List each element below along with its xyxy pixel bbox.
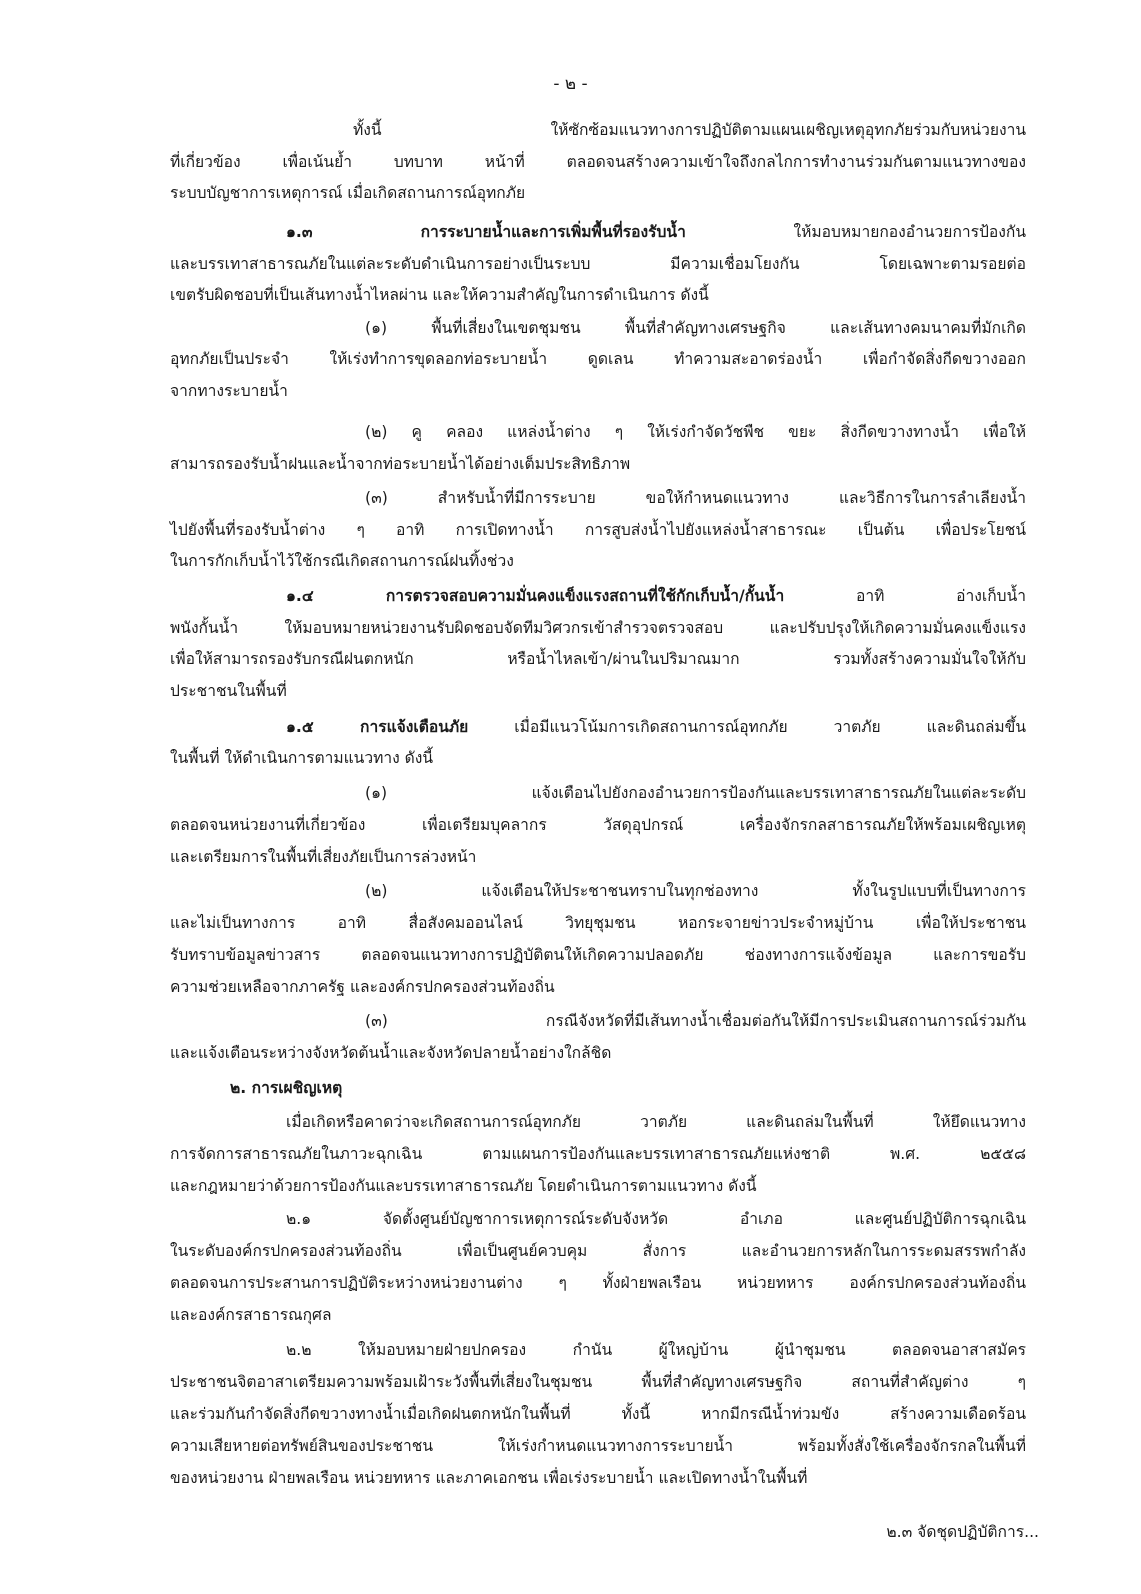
text-line [170, 679, 287, 703]
line-text: ตลอดจนหน่วยงานที่เกี่ยวข้อง เพื่อเตรียมบุคลากร วัสดุอุปกรณ์ เครื่องจักรกลสาธารณภัยให้พร้อมเผชิญเหตุ [170, 816, 1026, 834]
text-line [170, 845, 476, 869]
text-line [170, 975, 555, 999]
line-text: เมื่อเกิดหรือคาดว่าจะเกิดสถานการณ์อุทกภัย วาตภัย และดินถล่มในพื้นที่ ให้ยึดแนวทาง [286, 1113, 1026, 1131]
text-line [170, 1402, 1026, 1426]
line-text: เพื่อให้สามารถรองรับกรณีฝนตกหนัก หรือน้ำไหลเข้า/ผ่านในปริมาณมาก รวมทั้งสร้างความมั่นใจให้กับ [170, 650, 1026, 668]
line-text: (๒) แจ้งเตือนให้ประชาชนทราบในทุกช่องทาง ทั้งในรูปแบบที่เป็นทางการ [365, 882, 1026, 900]
text-line [365, 879, 1026, 903]
text-line [286, 1110, 1026, 1134]
line-text: (๓) สำหรับน้ำที่มีการระบาย ขอให้กำหนดแนวทาง และวิธีการในการลำเลียงน้ำ [365, 489, 1026, 507]
text-line [170, 616, 1026, 640]
text-line [230, 1076, 342, 1100]
line-text: และองค์กรสาธารณกุศล [170, 1306, 332, 1324]
line-text: อาทิ อ่างเก็บน้ำ [784, 587, 1026, 605]
line-text: ทั้งนี้ ให้ซักซ้อมแนวทางการปฏิบัติตามแผนเผชิญเหตุอุทกภัยร่วมกับหน่วยงาน [353, 121, 1026, 139]
line-text: ๒.๑ จัดตั้งศูนย์บัญชาการเหตุการณ์ระดับจังหวัด อำเภอ และศูนย์ปฏิบัติการฉุกเฉิน [286, 1210, 1026, 1228]
text-line [170, 252, 1026, 276]
line-text: และแจ้งเตือนระหว่างจังหวัดต้นน้ำและจังหวัดปลายน้ำอย่างใกล้ชิด [170, 1044, 612, 1062]
text-line [170, 1434, 1026, 1458]
line-text: ประชาชนในพื้นที่ [170, 682, 287, 700]
text-line [353, 118, 1026, 142]
section-heading: ๒. การเผชิญเหตุ [230, 1079, 343, 1097]
text-line [365, 1009, 1026, 1033]
line-text: เขตรับผิดชอบที่เป็นเส้นทางน้ำไหลผ่าน และให้ความสำคัญในการดำเนินการ ดังนี้ [170, 286, 709, 304]
text-line [286, 1338, 1026, 1362]
text-line [170, 943, 1026, 967]
section-heading: ๑.๕ การแจ้งเตือนภัย [286, 718, 469, 736]
line-text: ความเสียหายต่อทรัพย์สินของประชาชน ให้เร่งกำหนดแนวทางการระบายน้ำ พร้อมทั้งสั่งใช้เครื่องจักรกลในพื้นที่ [170, 1437, 1026, 1455]
line-text: พนังกั้นน้ำ ให้มอบหมายหน่วยงานรับผิดชอบจัดทีมวิศวกรเข้าสำรวจตรวจสอบ และปรับปรุงให้เกิดความมั่นคงแข็งแรง [170, 619, 1026, 637]
text-line [170, 1271, 1026, 1295]
line-text: ระบบบัญชาการเหตุการณ์ เมื่อเกิดสถานการณ์อุทกภัย [170, 184, 526, 202]
text-line [170, 549, 514, 573]
line-text: (๓) กรณีจังหวัดที่มีเส้นทางน้ำเชื่อมต่อกันให้มีการประเมินสถานการณ์ร่วมกัน [365, 1012, 1026, 1030]
text-line [365, 486, 1026, 510]
line-text: และบรรเทาสาธารณภัยในแต่ละระดับดำเนินการอย่างเป็นระบบ มีความเชื่อมโยงกัน โดยเฉพาะตามรอยต่อ [170, 255, 1026, 273]
text-line [170, 1466, 807, 1490]
text-line [170, 1174, 757, 1198]
line-text: รับทราบข้อมูลข่าวสาร ตลอดจนแนวทางการปฏิบัติตนให้เกิดความปลอดภัย ช่องทางการแจ้งข้อมูล และการขอรับ [170, 946, 1026, 964]
line-text: และกฎหมายว่าด้วยการป้องกันและบรรเทาสาธารณภัย โดยดำเนินการตามแนวทาง ดังนี้ [170, 1177, 757, 1195]
text-line [170, 813, 1026, 837]
text-line [365, 316, 1026, 340]
text-line [170, 283, 709, 307]
line-text: จากทางระบายน้ำ [170, 382, 288, 400]
text-line [170, 1142, 1026, 1166]
text-line [170, 647, 1026, 671]
continuation-footer: ๒.๓ จัดชุดปฏิบัติการ... [886, 1523, 1039, 1541]
line-text: ให้มอบหมายกองอำนวยการป้องกัน [685, 223, 1026, 241]
text-line [365, 781, 1026, 805]
line-text: ในระดับองค์กรปกครองส่วนท้องถิ่น เพื่อเป็นศูนย์ควบคุม สั่งการ และอำนวยการหลักในการระดมสรรพกำลัง [170, 1242, 1026, 1260]
section-heading: ๑.๔ การตรวจสอบความมั่นคงแข็งแรงสถานที่ใช้กักเก็บน้ำ/กั้นน้ำ [286, 587, 785, 605]
line-text: ของหน่วยงาน ฝ่ายพลเรือน หน่วยทหาร และภาคเอกชน เพื่อเร่งระบายน้ำ และเปิดทางน้ำในพื้นที่ [170, 1469, 808, 1487]
line-text: ประชาชนจิตอาสาเตรียมความพร้อมเฝ้าระวังพื้นที่เสี่ยงในชุมชน พื้นที่สำคัญทางเศรษฐกิจ สถานที่สำคัญต่าง ๆ [170, 1373, 1026, 1391]
text-line [170, 1239, 1026, 1263]
line-text: ความช่วยเหลือจากภาครัฐ และองค์กรปกครองส่วนท้องถิ่น [170, 978, 555, 996]
line-text: และเตรียมการในพื้นที่เสี่ยงภัยเป็นการล่วงหน้า [170, 848, 477, 866]
text-line [170, 379, 288, 403]
page-number: - ๒ - [553, 74, 588, 94]
line-text: ที่เกี่ยวข้อง เพื่อเน้นย้ำ บทบาท หน้าที่ ตลอดจนสร้างความเข้าใจถึงกลไกการทำงานร่วมกันตามแนวทางของ [170, 153, 1026, 171]
line-text: และไม่เป็นทางการ อาทิ สื่อสังคมออนไลน์ วิทยุชุมชน หอกระจายข่าวประจำหมู่บ้าน เพื่อให้ประชาชน [170, 914, 1026, 932]
text-line [170, 1303, 332, 1327]
line-text: ในการกักเก็บน้ำไว้ใช้กรณีเกิดสถานการณ์ฝนทิ้งช่วง [170, 552, 514, 570]
text-line [170, 150, 1026, 174]
line-text: (๒) คู คลอง แหล่งน้ำต่าง ๆ ให้เร่งกำจัดวัชพืช ขยะ สิ่งกีดขวางทางน้ำ เพื่อให้ [365, 423, 1026, 441]
line-text: และร่วมกันกำจัดสิ่งกีดขวางทางน้ำเมื่อเกิดฝนตกหนักในพื้นที่ ทั้งนี้ หากมีกรณีน้ำท่วมขัง สร้างความเดือดร้อน [170, 1405, 1026, 1423]
text-line [170, 1370, 1026, 1394]
text-line [286, 220, 1026, 244]
text-line [170, 181, 525, 205]
text-line [286, 1207, 1026, 1231]
line-text: (๑) แจ้งเตือนไปยังกองอำนวยการป้องกันและบรรเทาสาธารณภัยในแต่ละระดับ [365, 784, 1026, 802]
line-text: ตลอดจนการประสานการปฏิบัติระหว่างหน่วยงานต่าง ๆ ทั้งฝ่ายพลเรือน หน่วยทหาร องค์กรปกครองส่วนท้องถิ่น [170, 1274, 1026, 1292]
text-line [170, 518, 1026, 542]
text-line [170, 347, 1026, 371]
text-line [170, 911, 1026, 935]
text-line [170, 1041, 611, 1065]
line-text: การจัดการสาธารณภัยในภาวะฉุกเฉิน ตามแผนการป้องกันและบรรเทาสาธารณภัยแห่งชาติ พ.ศ. ๒๕๕๘ [170, 1145, 1026, 1163]
text-line [365, 420, 1026, 444]
line-text: สามารถรองรับน้ำฝนและน้ำจากท่อระบายน้ำได้อย่างเต็มประสิทธิภาพ [170, 455, 631, 473]
line-text: อุทกภัยเป็นประจำ ให้เร่งทำการขุดลอกท่อระบายน้ำ ดูดเลน ทำความสะอาดร่องน้ำ เพื่อกำจัดสิ่งกีดขวางออก [170, 350, 1026, 368]
line-text: (๑) พื้นที่เสี่ยงในเขตชุมชน พื้นที่สำคัญทางเศรษฐกิจ และเส้นทางคมนาคมที่มักเกิด [365, 319, 1026, 337]
line-text: ๒.๒ ให้มอบหมายฝ่ายปกครอง กำนัน ผู้ใหญ่บ้าน ผู้นำชุมชน ตลอดจนอาสาสมัคร [286, 1341, 1026, 1359]
text-line [286, 715, 1026, 739]
line-text: ในพื้นที่ ให้ดำเนินการตามแนวทาง ดังนี้ [170, 749, 434, 767]
text-line [170, 746, 433, 770]
section-heading: ๑.๓ การระบายน้ำและการเพิ่มพื้นที่รองรับน้ำ [286, 223, 686, 241]
text-line [170, 452, 630, 476]
line-text: เมื่อมีแนวโน้มการเกิดสถานการณ์อุทกภัย วาตภัย และดินถล่มขึ้น [468, 718, 1027, 736]
line-text: ไปยังพื้นที่รองรับน้ำต่าง ๆ อาทิ การเปิดทางน้ำ การสูบส่งน้ำไปยังแหล่งน้ำสาธารณะ เป็นต้น เพื่อประโยชน์ [170, 521, 1026, 539]
text-line [286, 584, 1026, 608]
